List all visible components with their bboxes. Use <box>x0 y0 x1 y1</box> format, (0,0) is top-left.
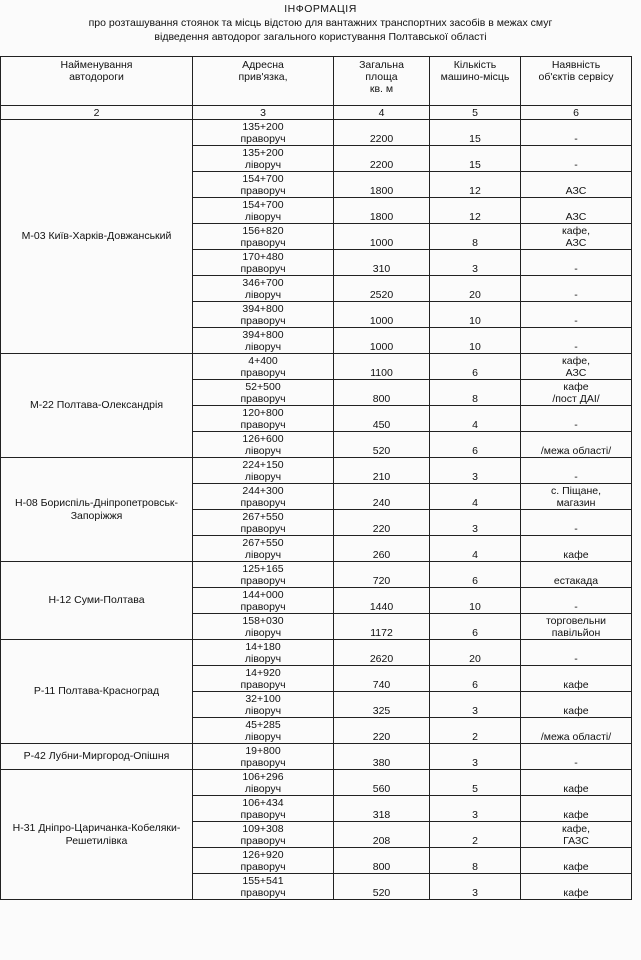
spaces-cell: 10 <box>430 328 521 354</box>
address-cell <box>193 302 334 328</box>
service-cell: с. Піщане, магазин <box>521 484 632 510</box>
address-cell <box>193 744 334 770</box>
address-cell <box>193 588 334 614</box>
km-marker: 267+550 <box>242 510 284 523</box>
table-row <box>1 640 632 666</box>
spaces-cell: 6 <box>430 666 521 692</box>
address-cell <box>193 328 334 354</box>
area-cell: 1800 <box>334 172 430 198</box>
spaces-cell: 5 <box>430 770 521 796</box>
road-side: праворуч <box>240 392 286 405</box>
road-side: ліворуч <box>244 652 282 665</box>
area-cell: 220 <box>334 718 430 744</box>
column-header-service: Наявність об'єктів сервісу <box>521 57 632 106</box>
km-marker: 394+800 <box>242 328 284 341</box>
km-marker: 155+541 <box>242 874 284 887</box>
address-cell <box>193 562 334 588</box>
table-header-row <box>1 57 632 106</box>
service-cell: кафе <box>521 536 632 562</box>
area-cell: 1000 <box>334 224 430 250</box>
road-side: праворуч <box>240 496 286 509</box>
service-cell: - <box>521 250 632 276</box>
service-cell: кафе, АЗС <box>521 224 632 250</box>
road-side: ліворуч <box>244 288 282 301</box>
km-marker: 120+800 <box>242 406 284 419</box>
spaces-cell: 3 <box>430 510 521 536</box>
area-cell: 800 <box>334 848 430 874</box>
column-header-spaces: Кількість машино-місць <box>430 57 521 106</box>
spaces-cell: 8 <box>430 380 521 406</box>
address-cell <box>193 354 334 380</box>
km-marker: 144+000 <box>242 588 284 601</box>
table-row <box>1 354 632 380</box>
road-side: ліворуч <box>244 704 282 717</box>
km-marker: 224+150 <box>242 458 284 471</box>
area-cell: 1172 <box>334 614 430 640</box>
address-cell <box>193 146 334 172</box>
service-cell: /межа області/ <box>521 718 632 744</box>
service-cell: - <box>521 120 632 146</box>
road-side: праворуч <box>240 418 286 431</box>
km-marker: 267+550 <box>242 536 284 549</box>
address-cell <box>193 172 334 198</box>
address-cell <box>193 536 334 562</box>
service-cell: - <box>521 588 632 614</box>
address-cell <box>193 276 334 302</box>
km-marker: 109+308 <box>242 822 284 835</box>
spaces-cell: 3 <box>430 692 521 718</box>
area-cell: 520 <box>334 432 430 458</box>
area-cell: 450 <box>334 406 430 432</box>
service-cell: кафе <box>521 874 632 900</box>
spaces-cell: 12 <box>430 172 521 198</box>
area-cell: 1100 <box>334 354 430 380</box>
area-cell: 1800 <box>334 198 430 224</box>
km-marker: 52+500 <box>245 380 281 393</box>
road-side: праворуч <box>240 184 286 197</box>
column-number: 5 <box>430 106 521 120</box>
column-number: 2 <box>1 106 193 120</box>
address-cell <box>193 692 334 718</box>
spaces-cell: 8 <box>430 224 521 250</box>
km-marker: 346+700 <box>242 276 284 289</box>
document-title: ІНФОРМАЦІЯ <box>284 3 357 15</box>
road-side: ліворуч <box>244 730 282 743</box>
spaces-cell: 8 <box>430 848 521 874</box>
address-cell <box>193 770 334 796</box>
road-name-cell: Н-12 Суми-Полтава <box>1 562 193 640</box>
service-cell: кафе, АЗС <box>521 354 632 380</box>
address-cell <box>193 120 334 146</box>
document-subtitle-line-2: відведення автодорог загального користування Полтавської області <box>154 31 487 43</box>
area-cell: 2520 <box>334 276 430 302</box>
service-cell: - <box>521 302 632 328</box>
table-row <box>1 744 632 770</box>
address-cell <box>193 718 334 744</box>
spaces-cell: 12 <box>430 198 521 224</box>
km-marker: 19+800 <box>245 744 281 757</box>
area-cell: 560 <box>334 770 430 796</box>
address-cell <box>193 432 334 458</box>
table-row <box>1 770 632 796</box>
address-cell <box>193 484 334 510</box>
road-name-cell: Р-42 Лубни-Миргород-Опішня <box>1 744 193 770</box>
spaces-cell: 6 <box>430 432 521 458</box>
road-side: праворуч <box>240 314 286 327</box>
document-subtitle-line-1: про розташування стоянок та місць відстою для вантажних транспортних засобів в межах смуг <box>88 17 553 29</box>
area-cell: 1440 <box>334 588 430 614</box>
area-cell: 2620 <box>334 640 430 666</box>
address-cell <box>193 458 334 484</box>
km-marker: 394+800 <box>242 302 284 315</box>
road-side: ліворуч <box>244 444 282 457</box>
address-cell <box>193 224 334 250</box>
spaces-cell: 6 <box>430 614 521 640</box>
road-side: ліворуч <box>244 782 282 795</box>
area-cell: 208 <box>334 822 430 848</box>
km-marker: 106+434 <box>242 796 284 809</box>
km-marker: 106+296 <box>242 770 284 783</box>
km-marker: 244+300 <box>242 484 284 497</box>
road-side: праворуч <box>240 574 286 587</box>
service-cell: - <box>521 640 632 666</box>
spaces-cell: 3 <box>430 458 521 484</box>
km-marker: 154+700 <box>242 198 284 211</box>
spaces-cell: 20 <box>430 276 521 302</box>
spaces-cell: 6 <box>430 562 521 588</box>
area-cell: 220 <box>334 510 430 536</box>
area-cell: 240 <box>334 484 430 510</box>
road-side: праворуч <box>240 808 286 821</box>
km-marker: 126+600 <box>242 432 284 445</box>
area-cell: 1000 <box>334 302 430 328</box>
service-cell: кафе /пост ДАІ/ <box>521 380 632 406</box>
spaces-cell: 4 <box>430 406 521 432</box>
address-cell <box>193 666 334 692</box>
area-cell: 260 <box>334 536 430 562</box>
km-marker: 126+920 <box>242 848 284 861</box>
service-cell: - <box>521 146 632 172</box>
service-cell: - <box>521 276 632 302</box>
road-side: праворуч <box>240 756 286 769</box>
address-cell <box>193 510 334 536</box>
service-cell: АЗС <box>521 198 632 224</box>
km-marker: 4+400 <box>248 354 278 367</box>
km-marker: 45+285 <box>245 718 281 731</box>
address-cell <box>193 380 334 406</box>
column-header-road: Найменування автодороги <box>1 57 193 106</box>
area-cell: 740 <box>334 666 430 692</box>
spaces-cell: 10 <box>430 302 521 328</box>
road-name-cell: Н-31 Дніпро-Царичанка-Кобеляки-Решетилівка <box>1 770 193 900</box>
area-cell: 720 <box>334 562 430 588</box>
road-side: ліворуч <box>244 626 282 639</box>
spaces-cell: 10 <box>430 588 521 614</box>
road-side: ліворуч <box>244 548 282 561</box>
service-cell: - <box>521 510 632 536</box>
spaces-cell: 3 <box>430 250 521 276</box>
km-marker: 14+920 <box>245 666 281 679</box>
column-header-area: Загальна площа кв. м <box>334 57 430 106</box>
area-cell: 380 <box>334 744 430 770</box>
spaces-cell: 4 <box>430 536 521 562</box>
road-name-cell: М-03 Київ-Харків-Довжанський <box>1 120 193 354</box>
address-cell <box>193 874 334 900</box>
road-name-cell: М-22 Полтава-Олександрія <box>1 354 193 458</box>
address-cell <box>193 198 334 224</box>
area-cell: 2200 <box>334 146 430 172</box>
road-side: праворуч <box>240 522 286 535</box>
road-side: ліворуч <box>244 340 282 353</box>
spaces-cell: 6 <box>430 354 521 380</box>
column-header-address: Адресна прив'язка, <box>193 57 334 106</box>
address-cell <box>193 614 334 640</box>
service-cell: АЗС <box>521 172 632 198</box>
road-side: праворуч <box>240 860 286 873</box>
road-side: праворуч <box>240 132 286 145</box>
road-side: ліворуч <box>244 470 282 483</box>
address-cell <box>193 822 334 848</box>
spaces-cell: 2 <box>430 822 521 848</box>
spaces-cell: 2 <box>430 718 521 744</box>
service-cell: /межа області/ <box>521 432 632 458</box>
address-cell <box>193 250 334 276</box>
column-number-row <box>1 106 632 120</box>
service-cell: торговельни павільйон <box>521 614 632 640</box>
table-body <box>1 120 632 900</box>
address-cell <box>193 640 334 666</box>
address-cell <box>193 796 334 822</box>
service-cell: естакада <box>521 562 632 588</box>
parking-table <box>0 56 632 900</box>
spaces-cell: 15 <box>430 120 521 146</box>
km-marker: 158+030 <box>242 614 284 627</box>
road-side: праворуч <box>240 834 286 847</box>
column-number: 4 <box>334 106 430 120</box>
address-cell <box>193 406 334 432</box>
table-row <box>1 120 632 146</box>
km-marker: 135+200 <box>242 120 284 133</box>
road-side: ліворуч <box>244 158 282 171</box>
road-side: ліворуч <box>244 210 282 223</box>
service-cell: - <box>521 744 632 770</box>
km-marker: 14+180 <box>245 640 281 653</box>
service-cell: кафе <box>521 666 632 692</box>
spaces-cell: 4 <box>430 484 521 510</box>
service-cell: кафе, ГАЗС <box>521 822 632 848</box>
area-cell: 325 <box>334 692 430 718</box>
spaces-cell: 15 <box>430 146 521 172</box>
road-name-cell: Р-11 Полтава-Красноград <box>1 640 193 744</box>
road-side: праворуч <box>240 678 286 691</box>
km-marker: 170+480 <box>242 250 284 263</box>
service-cell: кафе <box>521 770 632 796</box>
service-cell: кафе <box>521 848 632 874</box>
area-cell: 310 <box>334 250 430 276</box>
service-cell: кафе <box>521 796 632 822</box>
spaces-cell: 3 <box>430 874 521 900</box>
spaces-cell: 3 <box>430 796 521 822</box>
road-side: праворуч <box>240 262 286 275</box>
area-cell: 1000 <box>334 328 430 354</box>
km-marker: 156+820 <box>242 224 284 237</box>
service-cell: - <box>521 328 632 354</box>
address-cell <box>193 848 334 874</box>
area-cell: 520 <box>334 874 430 900</box>
spaces-cell: 20 <box>430 640 521 666</box>
table-row <box>1 562 632 588</box>
road-side: праворуч <box>240 366 286 379</box>
service-cell: - <box>521 406 632 432</box>
area-cell: 2200 <box>334 120 430 146</box>
km-marker: 154+700 <box>242 172 284 185</box>
road-name-cell: Н-08 Бориспіль-Дніпропетровськ-Запоріжжя <box>1 458 193 562</box>
area-cell: 210 <box>334 458 430 484</box>
area-cell: 318 <box>334 796 430 822</box>
road-side: праворуч <box>240 600 286 613</box>
km-marker: 32+100 <box>245 692 281 705</box>
km-marker: 125+165 <box>242 562 284 575</box>
area-cell: 800 <box>334 380 430 406</box>
column-number: 6 <box>521 106 632 120</box>
spaces-cell: 3 <box>430 744 521 770</box>
km-marker: 135+200 <box>242 146 284 159</box>
road-side: праворуч <box>240 236 286 249</box>
road-side: праворуч <box>240 886 286 899</box>
service-cell: кафе <box>521 692 632 718</box>
service-cell: - <box>521 458 632 484</box>
table-row <box>1 458 632 484</box>
column-number: 3 <box>193 106 334 120</box>
